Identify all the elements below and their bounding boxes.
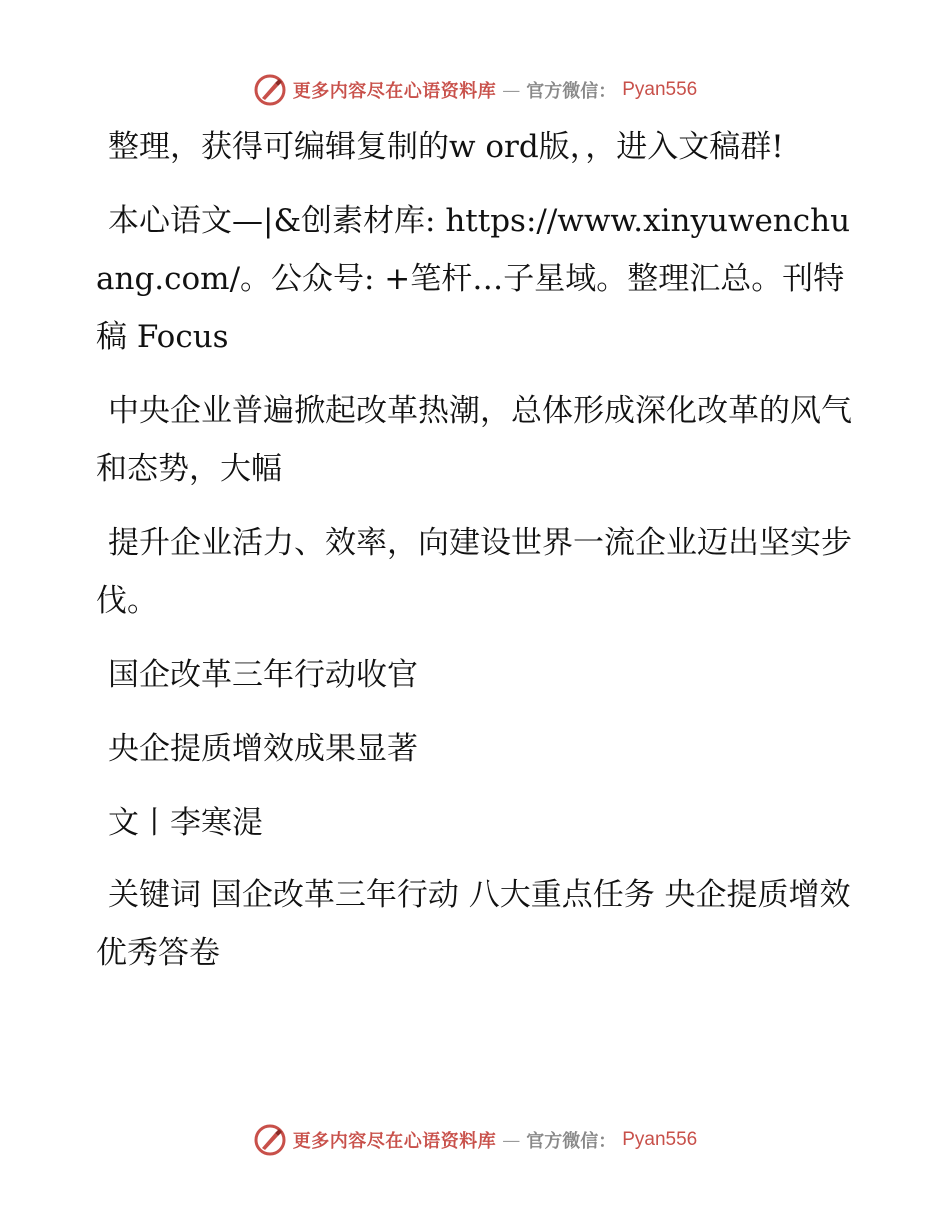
banner-dash: — <box>502 79 521 101</box>
footer-banner <box>253 1123 698 1157</box>
banner-wechat-handle: Pyan556 <box>622 79 698 100</box>
article-keywords: 关键词 国企改革三年行动 八大重点任务 央企提质增效 优秀答卷 <box>96 877 851 971</box>
banner-wechat-label: 官方微信： <box>526 81 617 102</box>
pen-logo-icon <box>253 73 287 107</box>
banner-wechat-label: 官方微信： <box>526 1131 617 1152</box>
paragraph-source: 本心语文—|&创素材库: https://www.xinyuwenchuang.com/。公众号: +笔杆…子星域。整理汇总。刊特稿 Focus <box>96 203 851 355</box>
banner-text: 更多内容尽在心语资料库 <box>292 81 497 102</box>
page-header <box>0 70 950 110</box>
paragraph-intro: 整理，获得可编辑复制的w ord版，，进入文稿群! <box>108 129 784 165</box>
article-title: 国企改革三年行动收官 <box>108 657 418 693</box>
paragraph-lead-1: 中央企业普遍掀起改革热潮，总体形成深化改革的风气和态势，大幅 <box>96 393 852 487</box>
pen-logo-icon <box>253 1123 287 1157</box>
article-author: 文丨李寒湜 <box>108 805 263 841</box>
document-body <box>96 118 866 998</box>
banner-text: 更多内容尽在心语资料库 <box>292 1131 497 1152</box>
banner-dash: — <box>502 1129 521 1151</box>
paragraph-lead-2: 提升企业活力、效率，向建设世界一流企业迈出坚实步伐。 <box>96 525 852 619</box>
header-banner <box>253 73 698 107</box>
article-subtitle: 央企提质增效成果显著 <box>108 731 418 767</box>
page-footer <box>0 1120 950 1160</box>
banner-wechat-handle: Pyan556 <box>622 1129 698 1150</box>
